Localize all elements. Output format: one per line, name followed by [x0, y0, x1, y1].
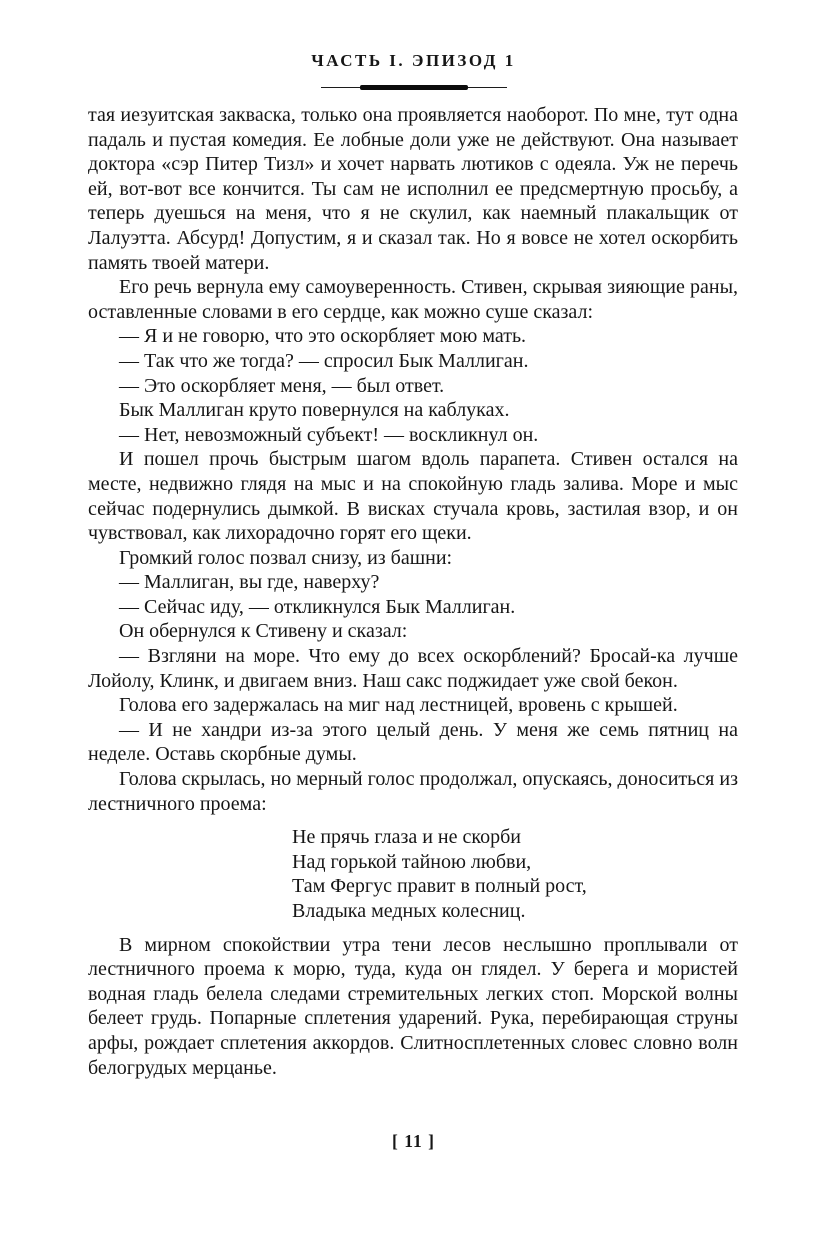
paragraph: И пошел прочь быстрым шагом вдоль парапета. Стивен остался на месте, недвижно глядя на мыс и на спокойную гладь залива. Море и мыс сейчас подернулись дымкой. В висках стучала кровь, застилая взор, и он чувствовал, как лихорадочно горят его щеки.: [88, 448, 738, 545]
verse-block: [292, 825, 738, 923]
verse-line: Не прячь глаза и не скорби: [292, 826, 521, 849]
page-number: [ 11 ]: [392, 1131, 435, 1151]
divider-thick-rule: [360, 85, 468, 90]
paragraph: Его речь вернула ему самоуверенность. Стивен, скрывая зияющие раны, оставленные словами в его сердце, как можно суше сказал:: [88, 276, 738, 323]
paragraph: — Сейчас иду, — откликнулся Бык Маллиган.: [119, 595, 516, 618]
paragraph: — Так что же тогда? — спросил Бык Маллиган.: [119, 349, 529, 372]
section-divider: [321, 85, 507, 91]
paragraph: Голова его задержалась на миг над лестницей, вровень с крышей.: [119, 694, 678, 717]
paragraph: Бык Маллиган круто повернулся на каблуках.: [119, 399, 510, 422]
paragraph: В мирном спокойствии утра тени лесов неслышно проплывали от лестничного проема к морю, туда, куда он глядел. У берега и мористей водная гладь белела следами стремительных легких стоп. Морской волны белеет грудь. Попарные сплетения ударений. Рука, перебирающая струны арфы, рождает сплетения аккордов. Слитносплетенных словес словно волн белогрудых мерцанье.: [88, 933, 738, 1079]
paragraph: Громкий голос позвал снизу, из башни:: [119, 546, 453, 569]
verse-line: Над горькой тайною любви,: [292, 850, 532, 873]
verse-line: Владыка медных колесниц.: [292, 900, 526, 922]
paragraph: — Это оскорбляет меня, — был ответ.: [119, 374, 445, 397]
paragraph: Голова скрылась, но мерный голос продолжал, опускаясь, доноситься из лестничного проема:: [88, 768, 738, 815]
paragraph: — Нет, невозможный субъект! — воскликнул он.: [119, 423, 539, 446]
paragraph: — И не хандри из-за этого целый день. У меня же семь пятниц на неделе. Оставь скорбные думы.: [88, 718, 738, 766]
verse-line: Там Фергус правит в полный рост,: [292, 875, 587, 898]
paragraph: — Взгляни на море. Что ему до всех оскорблений? Бросай-ка лучше Лойолу, Клинк, и двигаем вниз. Наш сакс поджидает уже свой бекон.: [88, 645, 738, 692]
paragraph: Он обернулся к Стивену и сказал:: [119, 620, 408, 643]
paragraph: — Я и не говорю, что это оскорбляет мою мать.: [119, 325, 527, 348]
chapter-heading: ЧАСТЬ I. ЭПИЗОД 1: [311, 51, 516, 70]
body-text: [88, 103, 738, 1080]
paragraph: — Маллиган, вы где, наверху?: [119, 571, 380, 594]
paragraph: тая иезуитская закваска, только она проявляется наоборот. По мне, тут одна падаль и пустая комедия. Ее лобные доли уже не действуют. Она называет доктора «сэр Питер Тизл» и хочет нарвать лютиков с одеяла. Уж не перечь ей, вот-вот все кончится. Ты сам не исполнил ее предсмертную просьбу, а теперь дуешься на меня, что я не скулил, как наемный плакальщик от Лалуэтта. Абсурд! Допустим, я и сказал так. Но я вовсе не хотел оскорбить память твоей матери.: [88, 104, 738, 274]
